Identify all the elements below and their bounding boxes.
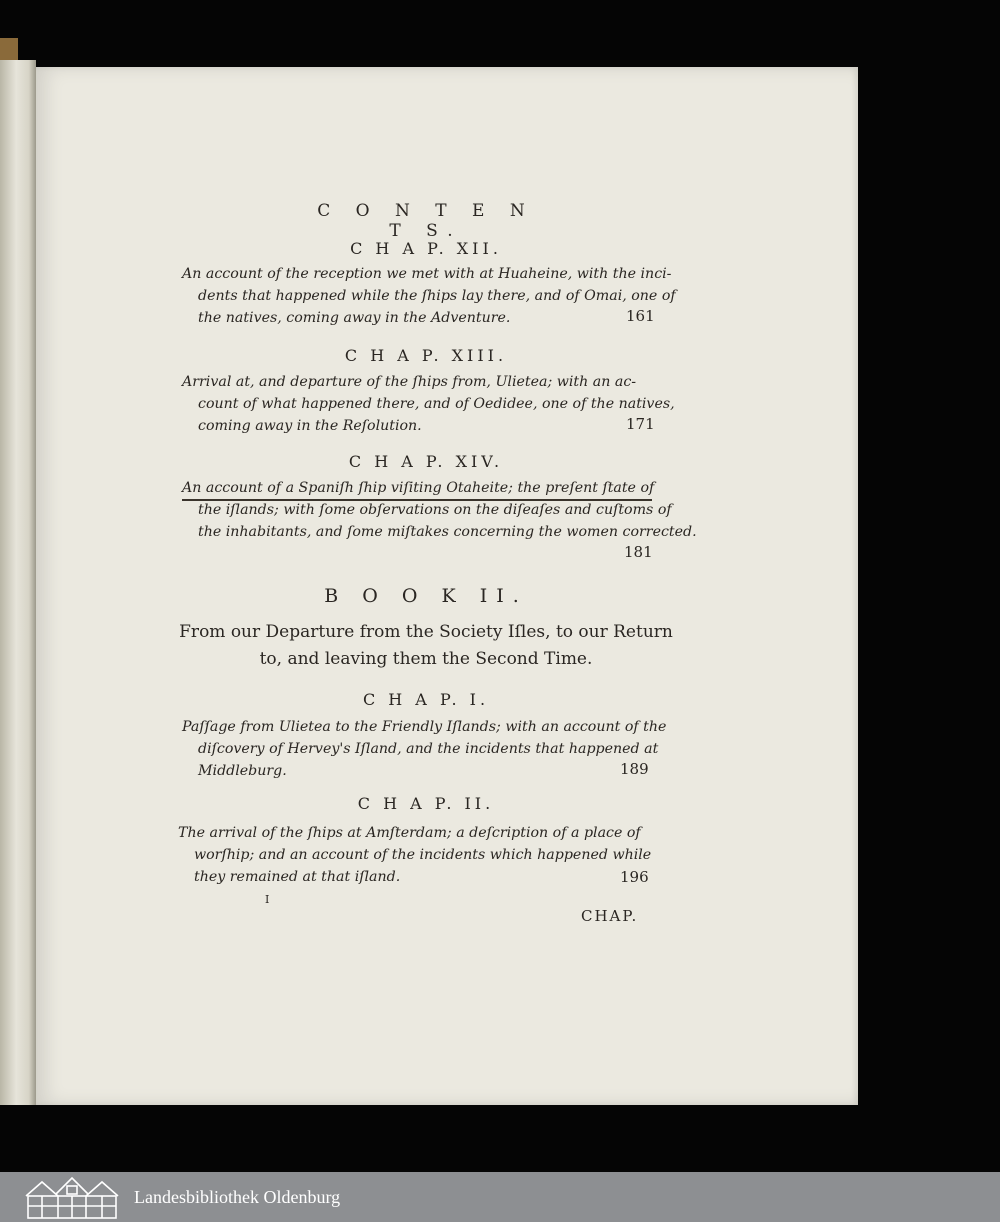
entry-line: they remained at that iſland.: [194, 869, 401, 885]
entry-line: An account of the reception we met with at Huaheine, with the inci-: [182, 266, 672, 282]
handwritten-underline: [182, 499, 652, 501]
library-name: Landesbibliothek Oldenburg: [134, 1186, 341, 1207]
chapter-entry: [182, 263, 676, 329]
book-subtitle-line: From our Departure from the Society Iſles, to our Return: [179, 622, 673, 642]
entry-line: Middleburg.: [198, 763, 287, 779]
book-page: [36, 67, 858, 1105]
page-number: 161: [626, 307, 655, 325]
page-number: 196: [620, 868, 649, 886]
chapter-entry: [182, 716, 667, 782]
library-building-icon: [22, 1174, 122, 1220]
entry-line: An account of a Spaniſh ſhip viſiting Otaheite; the preſent ſtate of: [182, 480, 655, 496]
chapter-entry: [182, 477, 697, 543]
book-subtitle: [166, 619, 686, 673]
chapter-heading: C H A P. II.: [357, 794, 495, 813]
entry-line: Arrival at, and departure of the ſhips from, Ulietea; with an ac-: [182, 374, 637, 390]
chapter-heading: C H A P. XIII.: [344, 346, 508, 365]
chapter-entry: [178, 822, 652, 888]
chapter-heading: C H A P. XIV.: [348, 452, 504, 471]
catchword: CHAP.: [581, 907, 639, 925]
chapter-entry: [182, 371, 675, 437]
book-subtitle-line: to, and leaving them the Second Time.: [259, 649, 593, 669]
entry-line: diſcovery of Hervey's Iſland, and the incidents that happened at: [198, 741, 659, 757]
footer-bar: [0, 1172, 1000, 1222]
entry-line: The arrival of the ſhips at Amſterdam; a deſcription of a place of: [178, 825, 641, 841]
page-number: 171: [626, 415, 655, 433]
entry-line: coming away in the Reſolution.: [198, 418, 422, 434]
entry-line: dents that happened while the ſhips lay there, and of Omai, one of: [198, 288, 676, 304]
entry-line: Paſſage from Ulietea to the Friendly Iſlands; with an account of the: [182, 719, 667, 735]
entry-line: the inhabitants, and ſome miſtakes concerning the women corrected.: [198, 524, 697, 540]
entry-line: the natives, coming away in the Adventure.: [198, 310, 511, 326]
chapter-heading: C H A P. I.: [362, 690, 490, 709]
entry-line: worſhip; and an account of the incidents which happened while: [194, 847, 652, 863]
signature-mark: I: [265, 893, 270, 906]
page-number: 189: [620, 760, 649, 778]
book-title: B O O K II.: [324, 585, 528, 607]
contents-heading: C O N T E N T S.: [317, 201, 535, 241]
book-binding-edge: [0, 60, 36, 1105]
chapter-heading: C H A P. XII.: [350, 239, 502, 258]
page-number: 181: [624, 543, 653, 561]
entry-line: count of what happened there, and of Oedidee, one of the natives,: [198, 396, 675, 412]
entry-line: the iſlands; with ſome obſervations on the diſeaſes and cuſtoms of: [198, 502, 672, 518]
